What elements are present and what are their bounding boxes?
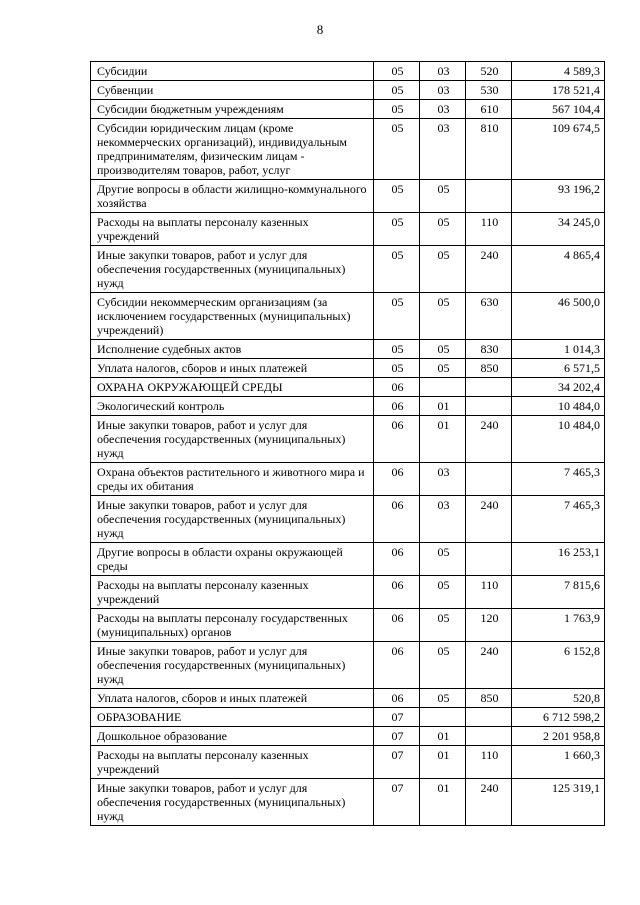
row-name: Дошкольное образование: [91, 727, 374, 746]
table-row: [91, 81, 605, 100]
row-name: Другие вопросы в области охраны окружающей среды: [91, 543, 374, 576]
row-section-code: 05: [374, 180, 420, 213]
row-name: Расходы на выплаты персоналу казенных учреждений: [91, 213, 374, 246]
row-expense-type-code: 610: [466, 100, 512, 119]
row-sum: 7 465,3: [512, 463, 605, 496]
row-subsection-code: 01: [420, 727, 466, 746]
row-sum: 34 202,4: [512, 378, 605, 397]
row-subsection-code: 03: [420, 119, 466, 180]
row-section-code: 05: [374, 100, 420, 119]
row-section-code: 05: [374, 293, 420, 340]
row-section-code: 07: [374, 708, 420, 727]
row-subsection-code: 05: [420, 293, 466, 340]
table-row: [91, 496, 605, 543]
row-subsection-code: [420, 708, 466, 727]
row-expense-type-code: 630: [466, 293, 512, 340]
row-subsection-code: 05: [420, 180, 466, 213]
row-expense-type-code: [466, 397, 512, 416]
table-row: [91, 727, 605, 746]
row-section-code: 06: [374, 416, 420, 463]
table-row: [91, 576, 605, 609]
row-section-code: 06: [374, 576, 420, 609]
row-section-code: 06: [374, 543, 420, 576]
row-sum: 2 201 958,8: [512, 727, 605, 746]
row-sum: 6 152,8: [512, 642, 605, 689]
row-expense-type-code: [466, 708, 512, 727]
row-sum: 6 571,5: [512, 359, 605, 378]
row-expense-type-code: 830: [466, 340, 512, 359]
row-subsection-code: 03: [420, 62, 466, 81]
table-row: [91, 378, 605, 397]
row-name: Другие вопросы в области жилищно-коммунального хозяйства: [91, 180, 374, 213]
row-section-code: 05: [374, 213, 420, 246]
row-sum: 10 484,0: [512, 397, 605, 416]
row-expense-type-code: [466, 180, 512, 213]
row-subsection-code: 01: [420, 397, 466, 416]
row-section-code: 06: [374, 397, 420, 416]
row-name: Иные закупки товаров, работ и услуг для обеспечения государственных (муниципальных) нужд: [91, 779, 374, 826]
row-name: Иные закупки товаров, работ и услуг для обеспечения государственных (муниципальных) нужд: [91, 246, 374, 293]
table-row: [91, 180, 605, 213]
table-row: [91, 416, 605, 463]
row-subsection-code: 03: [420, 496, 466, 543]
row-name: Иные закупки товаров, работ и услуг для обеспечения государственных (муниципальных) нужд: [91, 416, 374, 463]
row-name: Субсидии юридическим лицам (кроме некоммерческих организаций), индивидуальным предпринимателям, физическим лицам - производителям товаров, работ, услуг: [91, 119, 374, 180]
row-name: ОБРАЗОВАНИЕ: [91, 708, 374, 727]
row-section-code: 06: [374, 496, 420, 543]
row-section-code: 05: [374, 246, 420, 293]
table-row: [91, 293, 605, 340]
row-name: Иные закупки товаров, работ и услуг для обеспечения государственных (муниципальных) нужд: [91, 496, 374, 543]
row-sum: 46 500,0: [512, 293, 605, 340]
row-subsection-code: 05: [420, 213, 466, 246]
row-name: Охрана объектов растительного и животного мира и среды их обитания: [91, 463, 374, 496]
row-name: Расходы на выплаты персоналу государственных (муниципальных) органов: [91, 609, 374, 642]
table-row: [91, 708, 605, 727]
row-section-code: 07: [374, 779, 420, 826]
row-section-code: 05: [374, 359, 420, 378]
row-expense-type-code: 530: [466, 81, 512, 100]
row-expense-type-code: 240: [466, 246, 512, 293]
row-expense-type-code: 120: [466, 609, 512, 642]
table-row: [91, 213, 605, 246]
table-row: [91, 463, 605, 496]
row-subsection-code: 03: [420, 100, 466, 119]
row-sum: 1 660,3: [512, 746, 605, 779]
row-sum: 1 014,3: [512, 340, 605, 359]
row-sum: 4 589,3: [512, 62, 605, 81]
table-row: [91, 119, 605, 180]
row-sum: 109 674,5: [512, 119, 605, 180]
row-subsection-code: 05: [420, 340, 466, 359]
table-row: [91, 609, 605, 642]
row-sum: 10 484,0: [512, 416, 605, 463]
row-sum: 520,8: [512, 689, 605, 708]
table-row: [91, 359, 605, 378]
row-subsection-code: 01: [420, 416, 466, 463]
row-sum: 16 253,1: [512, 543, 605, 576]
row-subsection-code: 03: [420, 81, 466, 100]
row-expense-type-code: 110: [466, 746, 512, 779]
table-row: [91, 397, 605, 416]
row-expense-type-code: 240: [466, 416, 512, 463]
row-name: Субсидии бюджетным учреждениям: [91, 100, 374, 119]
row-expense-type-code: 110: [466, 213, 512, 246]
row-section-code: 06: [374, 463, 420, 496]
row-subsection-code: 05: [420, 246, 466, 293]
row-name: ОХРАНА ОКРУЖАЮЩЕЙ СРЕДЫ: [91, 378, 374, 397]
row-expense-type-code: 520: [466, 62, 512, 81]
row-expense-type-code: 810: [466, 119, 512, 180]
table-row: [91, 689, 605, 708]
row-section-code: 07: [374, 746, 420, 779]
row-expense-type-code: [466, 463, 512, 496]
row-sum: 178 521,4: [512, 81, 605, 100]
row-section-code: 06: [374, 689, 420, 708]
row-section-code: 06: [374, 378, 420, 397]
row-expense-type-code: 850: [466, 359, 512, 378]
table-row: [91, 100, 605, 119]
row-subsection-code: 05: [420, 642, 466, 689]
row-sum: 567 104,4: [512, 100, 605, 119]
row-section-code: 07: [374, 727, 420, 746]
row-name: Субсидии некоммерческим организациям (за исключением государственных (муниципальных) учреждений): [91, 293, 374, 340]
table-row: [91, 340, 605, 359]
row-name: Расходы на выплаты персоналу казенных учреждений: [91, 746, 374, 779]
row-name: Уплата налогов, сборов и иных платежей: [91, 359, 374, 378]
table-row: [91, 246, 605, 293]
row-sum: 125 319,1: [512, 779, 605, 826]
row-name: Субсидии: [91, 62, 374, 81]
row-expense-type-code: [466, 378, 512, 397]
row-expense-type-code: 850: [466, 689, 512, 708]
row-name: Исполнение судебных актов: [91, 340, 374, 359]
row-sum: 6 712 598,2: [512, 708, 605, 727]
row-sum: 1 763,9: [512, 609, 605, 642]
row-expense-type-code: [466, 543, 512, 576]
row-section-code: 05: [374, 340, 420, 359]
row-expense-type-code: 240: [466, 779, 512, 826]
budget-table: [90, 61, 605, 826]
table-row: [91, 62, 605, 81]
row-section-code: 05: [374, 62, 420, 81]
row-subsection-code: [420, 378, 466, 397]
row-subsection-code: 05: [420, 543, 466, 576]
row-expense-type-code: 240: [466, 496, 512, 543]
row-sum: 4 865,4: [512, 246, 605, 293]
row-name: Уплата налогов, сборов и иных платежей: [91, 689, 374, 708]
row-subsection-code: 01: [420, 779, 466, 826]
row-expense-type-code: 110: [466, 576, 512, 609]
row-sum: 93 196,2: [512, 180, 605, 213]
row-name: Экологический контроль: [91, 397, 374, 416]
row-section-code: 06: [374, 609, 420, 642]
row-subsection-code: 05: [420, 689, 466, 708]
row-subsection-code: 05: [420, 609, 466, 642]
row-section-code: 05: [374, 81, 420, 100]
row-expense-type-code: [466, 727, 512, 746]
row-sum: 34 245,0: [512, 213, 605, 246]
row-name: Субвенции: [91, 81, 374, 100]
row-subsection-code: 03: [420, 463, 466, 496]
row-sum: 7 465,3: [512, 496, 605, 543]
row-section-code: 06: [374, 642, 420, 689]
row-subsection-code: 05: [420, 359, 466, 378]
table-row: [91, 779, 605, 826]
row-section-code: 05: [374, 119, 420, 180]
page-number: 8: [316, 22, 324, 37]
row-subsection-code: 01: [420, 746, 466, 779]
row-name: Иные закупки товаров, работ и услуг для обеспечения государственных (муниципальных) нужд: [91, 642, 374, 689]
table-row: [91, 642, 605, 689]
row-subsection-code: 05: [420, 576, 466, 609]
row-name: Расходы на выплаты персоналу казенных учреждений: [91, 576, 374, 609]
table-row: [91, 746, 605, 779]
table-row: [91, 543, 605, 576]
row-sum: 7 815,6: [512, 576, 605, 609]
row-expense-type-code: 240: [466, 642, 512, 689]
